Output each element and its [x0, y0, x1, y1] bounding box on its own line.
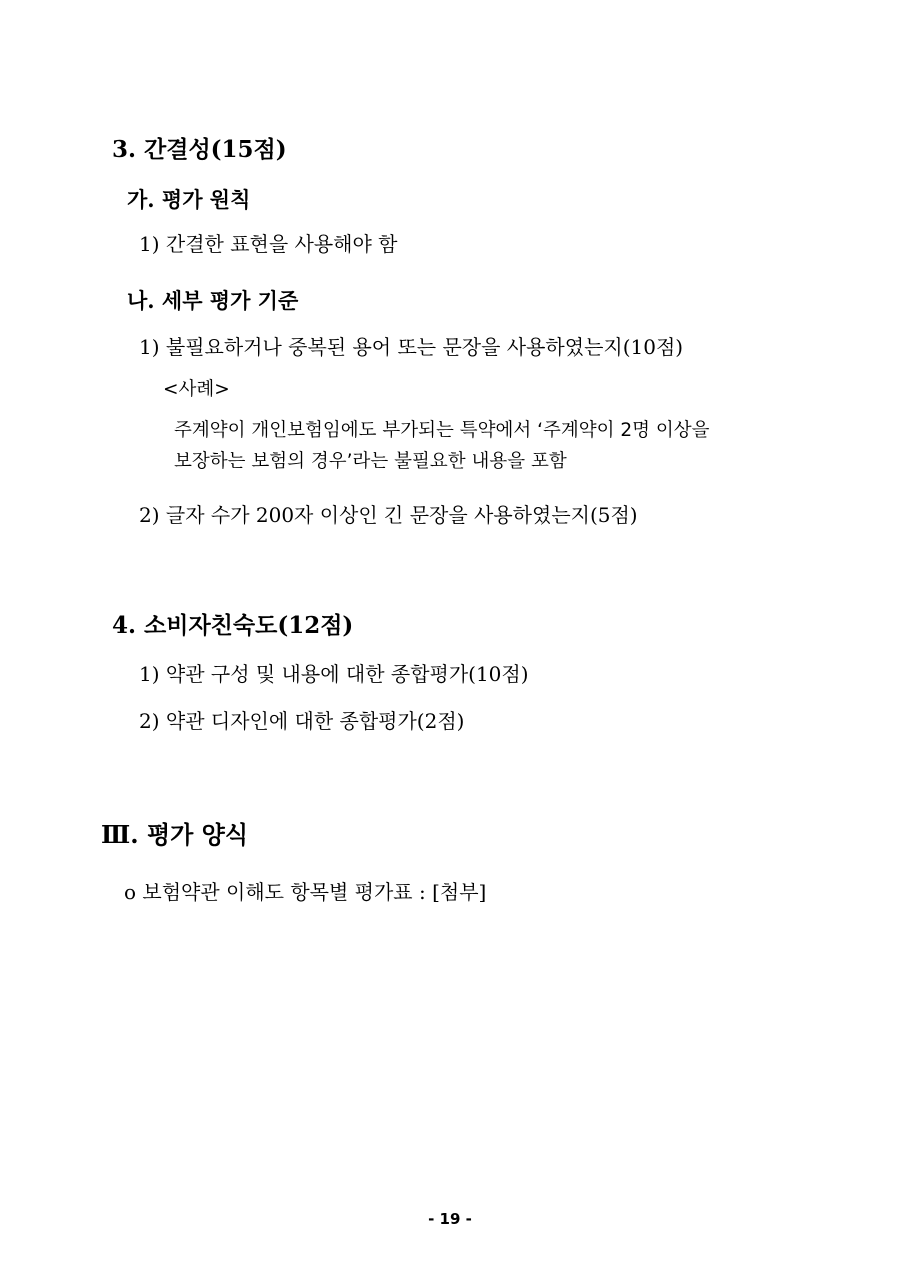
section-4-title: 4. 소비자친숙도(12점)	[112, 612, 354, 639]
section-3-na-item-1: 1) 불필요하거나 중복된 용어 또는 문장을 사용하였는지(10점)	[139, 335, 684, 359]
page-number: - 19 -	[428, 1210, 472, 1228]
example-line-2: 보장하는 보험의 경우’라는 불필요한 내용을 포함	[174, 451, 567, 472]
example-label: <사례>	[163, 379, 230, 400]
section-3-ga-heading: 가. 평가 원칙	[127, 187, 251, 212]
section-4-item-1: 1) 약관 구성 및 내용에 대한 종합평가(10점)	[139, 662, 529, 686]
section-III-title: Ⅲ. 평가 양식	[101, 820, 249, 849]
example-line-1: 주계약이 개인보험임에도 부가되는 특약에서 ‘주계약이 2명 이상을	[174, 420, 710, 441]
section-4-item-2: 2) 약관 디자인에 대한 종합평가(2점)	[139, 709, 465, 733]
section-3-na-item-2: 2) 글자 수가 200자 이상인 긴 문장을 사용하였는지(5점)	[139, 503, 638, 527]
section-3-title: 3. 간결성(15점)	[112, 136, 287, 163]
section-III-bullet: o 보험약관 이해도 항목별 평가표 : [첨부]	[124, 880, 487, 904]
section-3-ga-item-1: 1) 간결한 표현을 사용해야 함	[139, 232, 398, 256]
section-3-na-heading: 나. 세부 평가 기준	[127, 288, 299, 313]
